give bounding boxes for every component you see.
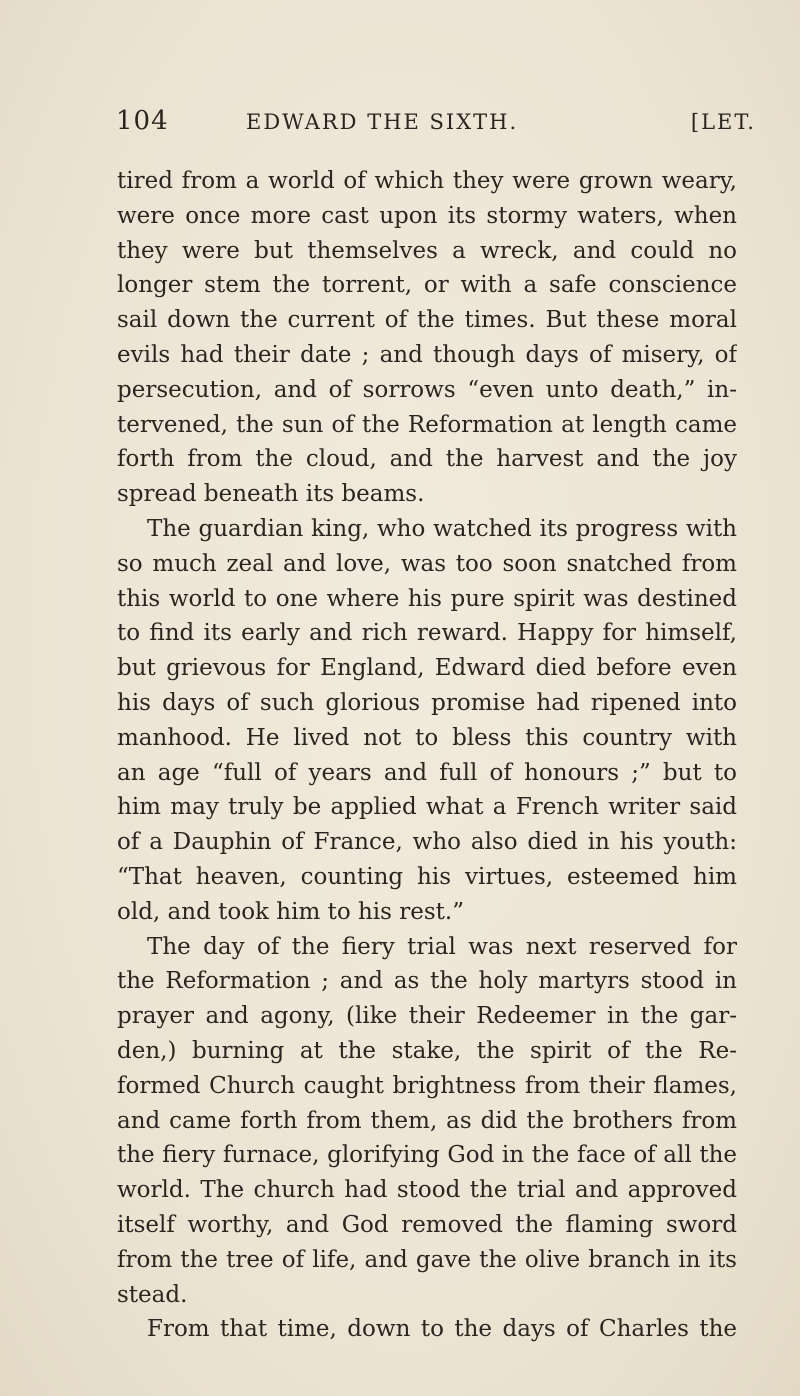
text-line: of a Dauphin of France, who also died in his youth:	[117, 829, 737, 856]
body-text	[117, 164, 737, 1347]
text-line: den,) burning at the stake, the spirit of the Re-	[117, 1037, 737, 1064]
text-line: so much zeal and love, was too soon snatched from	[117, 550, 737, 577]
text-line: stead.	[117, 1281, 188, 1308]
text-line: old, and took him to his rest.”	[117, 898, 464, 925]
text-line: longer stem the torrent, or with a safe conscience	[117, 272, 737, 299]
text-line: tervened, the sun of the Reformation at length came	[117, 411, 737, 438]
text-line: sail down the current of the times. But these moral	[117, 307, 737, 334]
text-line: itself worthy, and God removed the flaming sword	[117, 1211, 737, 1238]
text-line: From that time, down to the days of Charles the	[147, 1316, 737, 1343]
text-line: him may truly be applied what a French writer said	[117, 794, 737, 821]
text-line: were once more cast upon its stormy waters, when	[117, 202, 737, 229]
text-line: to find its early and rich reward. Happy for himself,	[117, 620, 737, 647]
text-line: “That heaven, counting his virtues, esteemed him	[117, 863, 737, 890]
text-line: the fiery furnace, glorifying God in the face of all the	[117, 1142, 737, 1169]
text-line: forth from the cloud, and the harvest and the joy	[117, 446, 737, 473]
text-line: spread beneath its beams.	[117, 481, 425, 508]
text-line: from the tree of life, and gave the olive branch in its	[117, 1246, 737, 1273]
text-line: an age “full of years and full of honours ;” but to	[117, 759, 737, 786]
text-line: manhood. He lived not to bless this country with	[117, 724, 737, 751]
text-line: prayer and agony, (like their Redeemer in the gar-	[117, 1003, 737, 1030]
text-line: evils had their date ; and though days of misery, of	[117, 341, 737, 368]
page-number: 104	[116, 106, 169, 136]
text-line: and came forth from them, as did the brothers from	[117, 1107, 737, 1134]
text-line: The guardian king, who watched its progress with	[147, 515, 737, 542]
text-line: world. The church had stood the trial and approved	[117, 1177, 737, 1204]
text-line: persecution, and of sorrows “even unto death,” in-	[117, 376, 737, 403]
text-line: but grievous for England, Edward died before even	[117, 655, 737, 682]
text-line: tired from a world of which they were grown weary,	[117, 168, 737, 194]
text-line: the Reformation ; and as the holy martyrs stood in	[117, 968, 737, 995]
text-line: his days of such glorious promise had ripened into	[117, 689, 737, 716]
text-line: they were but themselves a wreck, and could no	[117, 237, 737, 264]
running-title: EDWARD THE SIXTH.	[246, 110, 519, 134]
text-line: this world to one where his pure spirit was destined	[117, 585, 737, 612]
text-line: The day of the fiery trial was next reserved for	[147, 933, 737, 960]
page-header	[116, 106, 756, 146]
section-mark: [LET.	[690, 110, 756, 134]
text-line: formed Church caught brightness from their flames,	[117, 1072, 737, 1099]
